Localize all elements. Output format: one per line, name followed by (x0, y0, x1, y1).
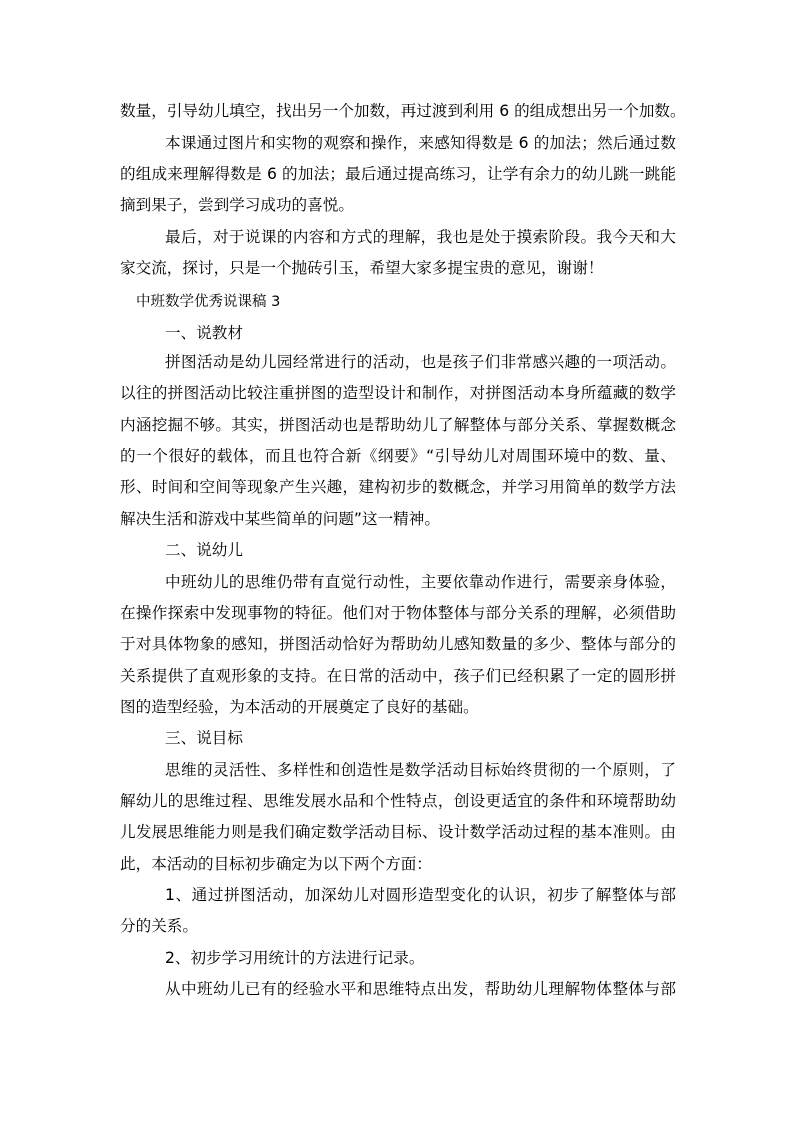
text-line: 1、通过拼图活动，加深幼儿对圆形造型变化的认识，初步了解整体与部 (165, 886, 676, 904)
text-line: 家交流，探讨，只是一个抛砖引玉，希望大家多提宝贵的意见，谢谢！ (120, 259, 604, 277)
section-heading: 二、说幼儿 (165, 541, 243, 559)
text-line: 解决生活和游戏中某些简单的问题”这一精神。 (120, 510, 440, 528)
text-line: 关系提供了直观形象的支持。在日常的活动中，孩子们已经积累了一定的圆形拼 (120, 667, 676, 685)
text-line: 的一个很好的载体，而且也符合新《纲要》“引导幼儿对周围环境中的数、量、 (120, 447, 676, 465)
text-line: 本课通过图片和实物的观察和操作，来感知得数是 6 的加法；然后通过数 (165, 134, 676, 152)
text-line: 形、时间和空间等现象产生兴趣，建构初步的数概念，并学习用简单的数学方法 (120, 478, 676, 496)
text-line: 数量，引导幼儿填空，找出另一个加数，再过渡到利用 6 的组成想出另一个加数。 (120, 102, 686, 120)
section-title: 中班数学优秀说课稿 3 (136, 294, 281, 310)
text-line: 于对具体物象的感知，拼图活动恰好为帮助幼儿感知数量的多少、整体与部分的 (120, 635, 676, 653)
text-line: 内涵挖掘不够。其实，拼图活动也是帮助幼儿了解整体与部分关系、掌握数概念 (120, 416, 676, 434)
text-line: 此，本活动的目标初步确定为以下两个方面： (120, 855, 432, 873)
text-line: 的组成来理解得数是 6 的加法；最后通过提高练习，让学有余力的幼儿跳一跳能 (120, 165, 676, 183)
text-line: 以往的拼图活动比较注重拼图的造型设计和制作，对拼图活动本身所蕴藏的数学 (120, 384, 676, 402)
section-heading: 三、说目标 (165, 729, 243, 747)
text-line: 图的造型经验，为本活动的开展奠定了良好的基础。 (120, 698, 479, 716)
text-line: 分的关系。 (120, 917, 198, 935)
text-line: 解幼儿的思维过程、思维发展水品和个性特点，创设更适宜的条件和环境帮助幼 (120, 792, 676, 810)
text-line: 摘到果子，尝到学习成功的喜悦。 (120, 196, 354, 214)
text-line: 在操作探索中发现事物的特征。他们对于物体整体与部分关系的理解，必须借助 (120, 604, 676, 622)
text-line: 思维的灵活性、多样性和创造性是数学活动目标始终贯彻的一个原则，了 (165, 761, 676, 779)
text-line: 从中班幼儿已有的经验水平和思维特点出发，帮助幼儿理解物体整体与部 (165, 980, 676, 998)
text-line: 拼图活动是幼儿园经常进行的活动，也是孩子们非常感兴趣的一项活动。 (165, 353, 676, 371)
text-line: 儿发展思维能力则是我们确定数学活动目标、设计数学活动过程的基本准则。由 (120, 823, 676, 841)
text-line: 中班幼儿的思维仍带有直觉行动性，主要依靠动作进行，需要亲身体验， (165, 573, 676, 591)
section-heading: 一、说教材 (165, 324, 243, 342)
text-line: 最后，对于说课的内容和方式的理解，我也是处于摸索阶段。我今天和大 (165, 228, 676, 246)
text-line: 2、初步学习用统计的方法进行记录。 (165, 949, 425, 967)
